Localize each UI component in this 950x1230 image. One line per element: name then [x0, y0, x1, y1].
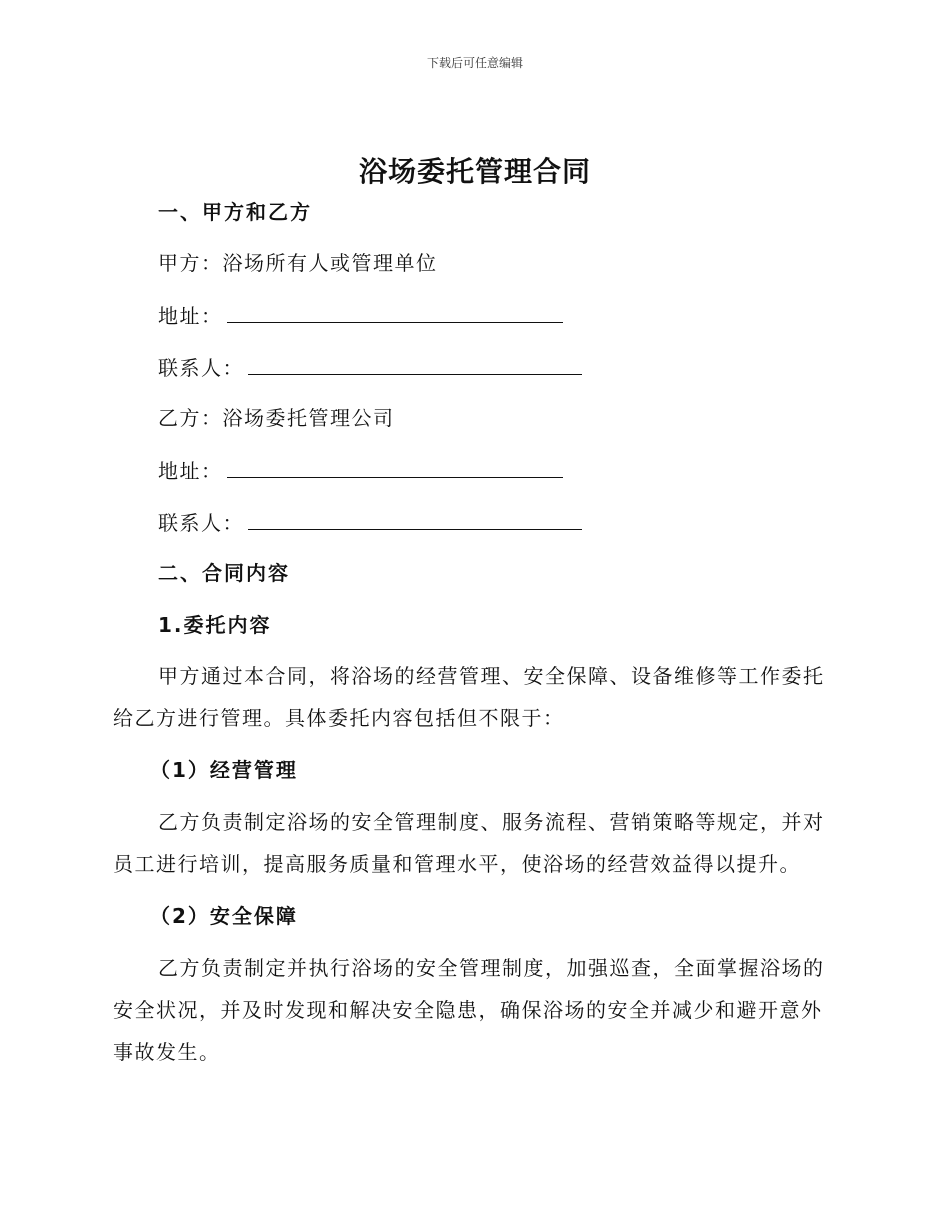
party-b-line: 乙方：浴场委托管理公司 [158, 406, 395, 430]
section-1-heading: 一、甲方和乙方 [158, 200, 312, 224]
document-title: 浴场委托管理合同 [358, 155, 591, 188]
paragraph-line: 甲方通过本合同，将浴场的经营管理、安全保障、设备维修等工作委托 [158, 664, 825, 688]
paragraph-line: 乙方负责制定浴场的安全管理制度、服务流程、营销策略等规定，并对 [158, 810, 825, 834]
party-a-address-blank [227, 300, 563, 323]
party-b-address-blank [227, 455, 563, 478]
item-1-heading: （1）经营管理 [150, 758, 298, 782]
item-2-heading: （2）安全保障 [150, 904, 298, 928]
section-2-heading: 二、合同内容 [158, 561, 290, 585]
party-b-address-label: 地址： [158, 459, 223, 483]
party-b-address-row [158, 455, 563, 485]
party-b-contact-label: 联系人： [158, 511, 244, 535]
paragraph-line: 事故发生。 [113, 1040, 221, 1064]
header-note: 下载后可任意编辑 [426, 56, 523, 70]
paragraph-line: 乙方负责制定并执行浴场的安全管理制度，加强巡查，全面掌握浴场的 [158, 956, 825, 980]
party-a-address-label: 地址： [158, 304, 223, 328]
party-a-contact-label: 联系人： [158, 356, 244, 380]
party-a-contact-row [158, 352, 582, 382]
paragraph-line: 给乙方进行管理。具体委托内容包括但不限于： [113, 706, 565, 730]
paragraph-line: 安全状况，并及时发现和解决安全隐患，确保浴场的安全并减少和避开意外 [113, 998, 823, 1022]
party-a-contact-blank [248, 352, 582, 375]
party-a-line: 甲方：浴场所有人或管理单位 [158, 251, 438, 275]
party-b-contact-blank [248, 507, 582, 530]
paragraph-line: 员工进行培训，提高服务质量和管理水平，使浴场的经营效益得以提升。 [113, 852, 801, 876]
party-b-contact-row [158, 507, 582, 537]
subsection-1-heading: 1.委托内容 [158, 613, 272, 637]
party-a-address-row [158, 300, 563, 330]
